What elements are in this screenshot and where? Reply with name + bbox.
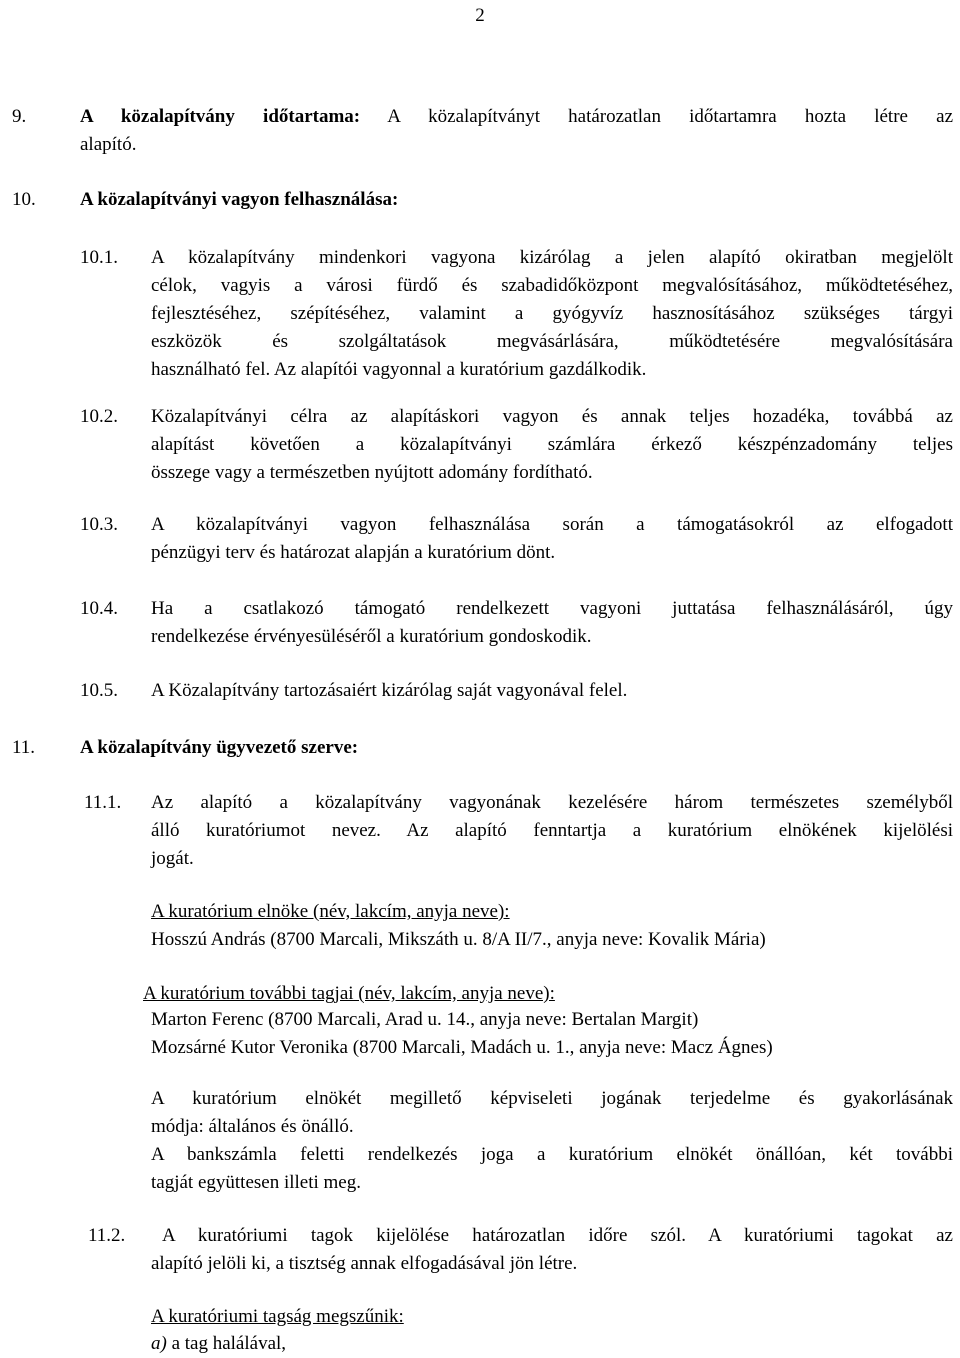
- para-10-1-line: fejlesztéséhez, szépítéséhez, valamint a gyógyvíz hasznosításához szükséges tárgyi: [151, 303, 953, 324]
- para-10-2-line: alapítást követően a közalapítványi számlára érkező készpénzadomány teljes: [151, 434, 953, 455]
- para-10-1-body: [151, 244, 953, 384]
- bank-account-rights: [151, 1141, 953, 1197]
- para-11-1-line: Az alapító a közalapítvány vagyonának kezelésére három természetes személyből: [151, 792, 953, 813]
- para-10-1-number: 10.1.: [80, 247, 118, 268]
- para-11-2-number: 11.2.: [88, 1225, 126, 1246]
- termination-item-a: [151, 1330, 286, 1358]
- para-10-4-line: rendelkezése érvényesüléséről a kuratórium gondoskodik.: [151, 626, 592, 647]
- para-11-1-body: [151, 789, 953, 873]
- item-a-label: a): [151, 1333, 167, 1354]
- chair-heading: A kuratórium elnöke (név, lakcím, anyja neve):: [151, 901, 510, 922]
- para-10-4-body: [151, 595, 953, 651]
- para-10-1-line: eszközök és szolgáltatások megvásárlására, működtetésére megvalósítására: [151, 331, 953, 352]
- para-10-5-line: A Közalapítvány tartozásaiért kizárólag saját vagyonával felel.: [151, 680, 628, 701]
- section-9-line-1: [80, 103, 953, 131]
- para-10-3-line: A közalapítványi vagyon felhasználása során a támogatásokról az elfogadott: [151, 514, 953, 535]
- section-11-number: 11.: [12, 737, 36, 758]
- section-9-line-2: alapító.: [80, 134, 137, 155]
- termination-heading: A kuratóriumi tagság megszűnik:: [151, 1306, 404, 1327]
- para-10-1-line: célok, vagyis a városi fürdő és szabadidőközpont megvalósításához, működtetéséhez,: [151, 275, 953, 296]
- members-heading: A kuratórium további tagjai (név, lakcím, anyja neve):: [143, 983, 555, 1004]
- chair-details: Hosszú András (8700 Marcali, Mikszáth u. 8/A II/7., anyja neve: Kovalik Mária): [151, 929, 766, 950]
- bank-line: A bankszámla feletti rendelkezés joga a kuratórium elnökét önállóan, két további: [151, 1144, 953, 1165]
- page-number: 2: [475, 5, 485, 26]
- para-10-1-line: A közalapítvány mindenkori vagyona kizárólag a jelen alapító okiratban megjelölt: [151, 247, 953, 268]
- para-10-2-number: 10.2.: [80, 406, 118, 427]
- para-10-4-number: 10.4.: [80, 598, 118, 619]
- representation-line: A kuratórium elnökét megillető képviseleti jogának terjedelme és gyakorlásának: [151, 1088, 953, 1109]
- member-2: Mozsárné Kutor Veronika (8700 Marcali, Madách u. 1., anyja neve: Macz Ágnes): [151, 1037, 773, 1058]
- item-a-text: a tag halálával,: [171, 1333, 287, 1354]
- para-11-1-number: 11.1.: [84, 792, 122, 813]
- para-10-5-number: 10.5.: [80, 680, 118, 701]
- section-11-title: A közalapítvány ügyvezető szerve:: [80, 737, 359, 758]
- para-10-2-body: [151, 403, 953, 487]
- para-10-2-line: Közalapítványi célra az alapításkori vagyon és annak teljes hozadéka, továbbá az: [151, 406, 953, 427]
- representation-rights: [151, 1085, 953, 1141]
- para-10-2-line: összege vagy a természetben nyújtott adomány fordítható.: [151, 462, 593, 483]
- section-9-text: A közalapítványt határozatlan időtartamra hozta létre az: [387, 106, 954, 127]
- para-10-3-number: 10.3.: [80, 514, 118, 535]
- para-11-1-line: álló kuratóriumot nevez. Az alapító fenntartja a kuratórium elnökének kijelölési: [151, 820, 953, 841]
- para-10-3-body: [151, 511, 953, 567]
- para-11-2-line: A kuratóriumi tagok kijelölése határozatlan időre szól. A kuratóriumi tagokat az: [162, 1225, 953, 1246]
- para-10-3-line: pénzügyi terv és határozat alapján a kuratórium dönt.: [151, 542, 556, 563]
- section-10-number: 10.: [12, 189, 36, 210]
- section-10-title: A közalapítványi vagyon felhasználása:: [80, 189, 399, 210]
- section-9-title: A közalapítvány időtartama:: [80, 106, 361, 127]
- section-9-number: 9.: [12, 106, 27, 127]
- representation-line: módja: általános és önálló.: [151, 1116, 354, 1137]
- para-10-4-line: Ha a csatlakozó támogató rendelkezett vagyoni juttatása felhasználásáról, úgy: [151, 598, 953, 619]
- member-1: Marton Ferenc (8700 Marcali, Arad u. 14., anyja neve: Bertalan Margit): [151, 1009, 699, 1030]
- para-11-2-line: alapító jelöli ki, a tisztség annak elfogadásával jön létre.: [151, 1253, 578, 1274]
- bank-line: tagját együttesen illeti meg.: [151, 1172, 361, 1193]
- para-11-1-line: jogát.: [151, 848, 194, 869]
- para-10-1-line: használható fel. Az alapítói vagyonnal a kuratórium gazdálkodik.: [151, 359, 647, 380]
